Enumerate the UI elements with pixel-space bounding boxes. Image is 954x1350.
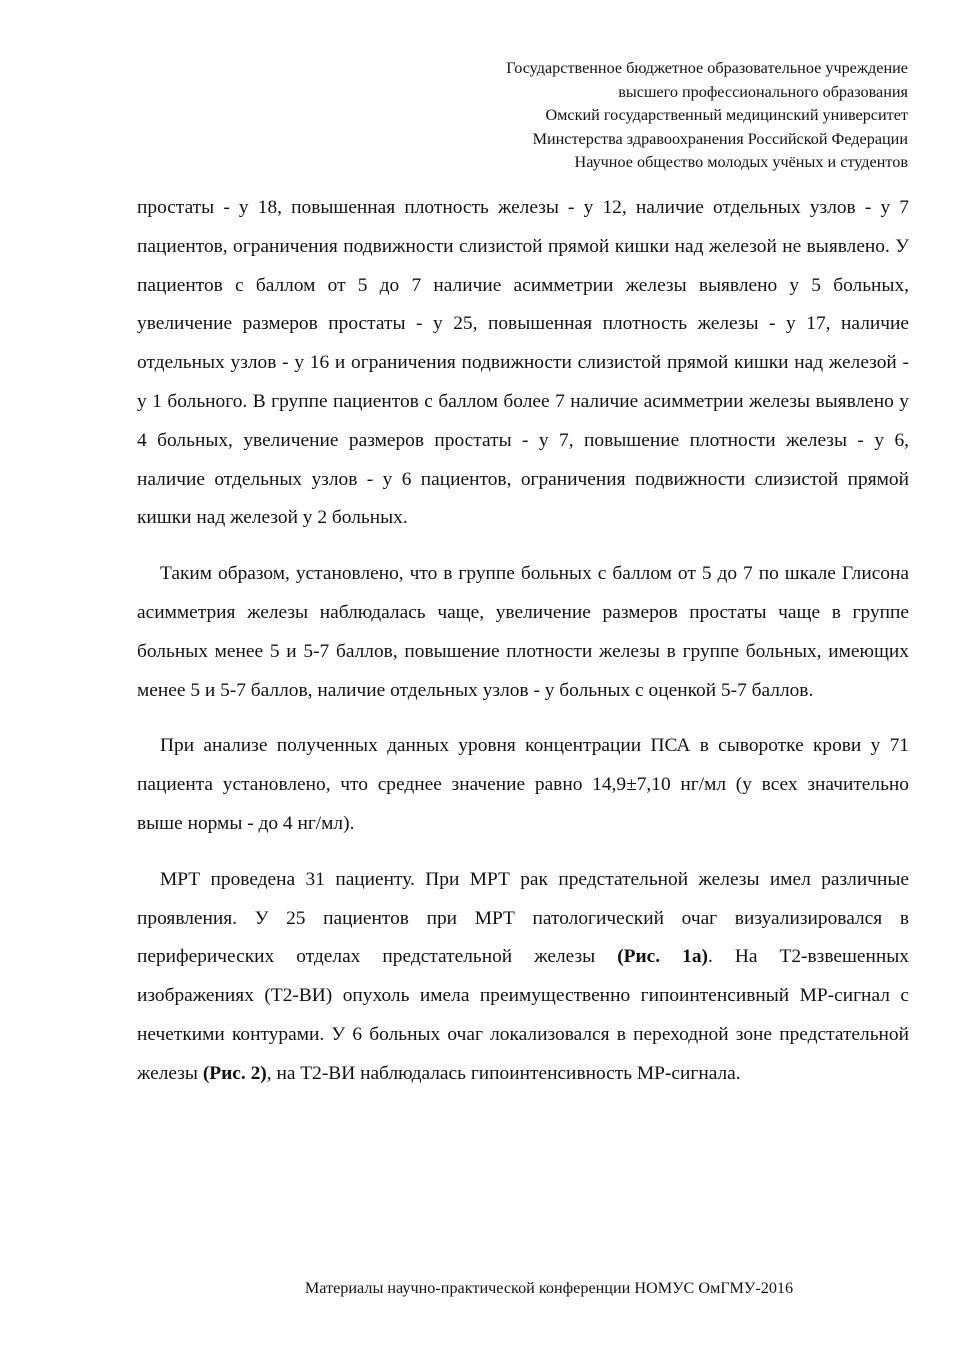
header-line: Государственное бюджетное образовательное учреждение bbox=[506, 59, 908, 77]
header-line: Минстерства здравоохранения Российской Федерации bbox=[532, 129, 908, 148]
header-line: высшего профессионального образования bbox=[618, 82, 908, 101]
header-line: Омский государственный медицинский университет bbox=[545, 106, 908, 124]
institution-header bbox=[506, 57, 908, 175]
paragraph-4-text-c: , на Т2-ВИ наблюдалась гипоинтенсивность МР-сигнала. bbox=[266, 1062, 741, 1084]
page-footer: Материалы научно-практической конференции НОМУС ОмГМУ-2016 bbox=[304, 1279, 794, 1297]
paragraph-4 bbox=[137, 861, 909, 1094]
paragraph-2: Таким образом, установлено, что в группе больных с баллом от 5 до 7 по шкале Глисона асимметрия железы наблюдалась чаще, увеличение размеров простаты чаще в группе больных менее 5 и 5-7 баллов, повышение плотности железы в группе больных, имеющих менее 5 и 5-7 баллов, наличие отдельных узлов - у больных с оценкой 5-7 баллов. bbox=[137, 563, 909, 701]
figure-reference-2: (Рис. 2) bbox=[202, 1062, 267, 1084]
paragraph-4-text-b: . На Т2-взвешенных изображениях (Т2-ВИ) опухоль имела преимущественно гипоинтенсивный МР-сигнал с нечеткими контурами. У 6 больных очаг локализовался в переходной зоне предстательной железы bbox=[137, 946, 909, 1084]
header-line: Научное общество молодых учёных и студентов bbox=[574, 153, 908, 171]
paragraph-4-text-a: МРТ проведена 31 пациенту. При МРТ рак предстательной железы имел различные проявления. У 25 пациентов при МРТ патологический очаг визуализировался в периферических отделах предстательной железы bbox=[137, 868, 909, 968]
figure-reference-1: (Рис. 1а) bbox=[617, 946, 708, 968]
article-body bbox=[137, 189, 909, 1094]
paragraph-3: При анализе полученных данных уровня концентрации ПСА в сыворотке крови у 71 пациента установлено, что среднее значение равно 14,9±7,10 нг/мл (у всех значительно выше нормы - до 4 нг/мл). bbox=[137, 735, 909, 834]
paragraph-1: простаты - у 18, повышенная плотность железы - у 12, наличие отдельных узлов - у 7 пациентов, ограничения подвижности слизистой прямой кишки над железой не выявлено. У пациентов с баллом от 5 до 7 наличие асимметрии железы выявлено у 5 больных, увеличение размеров простаты - у 25, повышенная плотность железы - у 17, наличие отдельных узлов - у 16 и ограничения подвижности слизистой прямой кишки над железой - у 1 больного. В группе пациентов с баллом более 7 наличие асимметрии железы выявлено у 4 больных, увеличение размеров простаты - у 7, повышение плотности железы - у 6, наличие отдельных узлов - у 6 пациентов, ограничения подвижности слизистой прямой кишки над железой у 2 больных. bbox=[137, 197, 909, 529]
